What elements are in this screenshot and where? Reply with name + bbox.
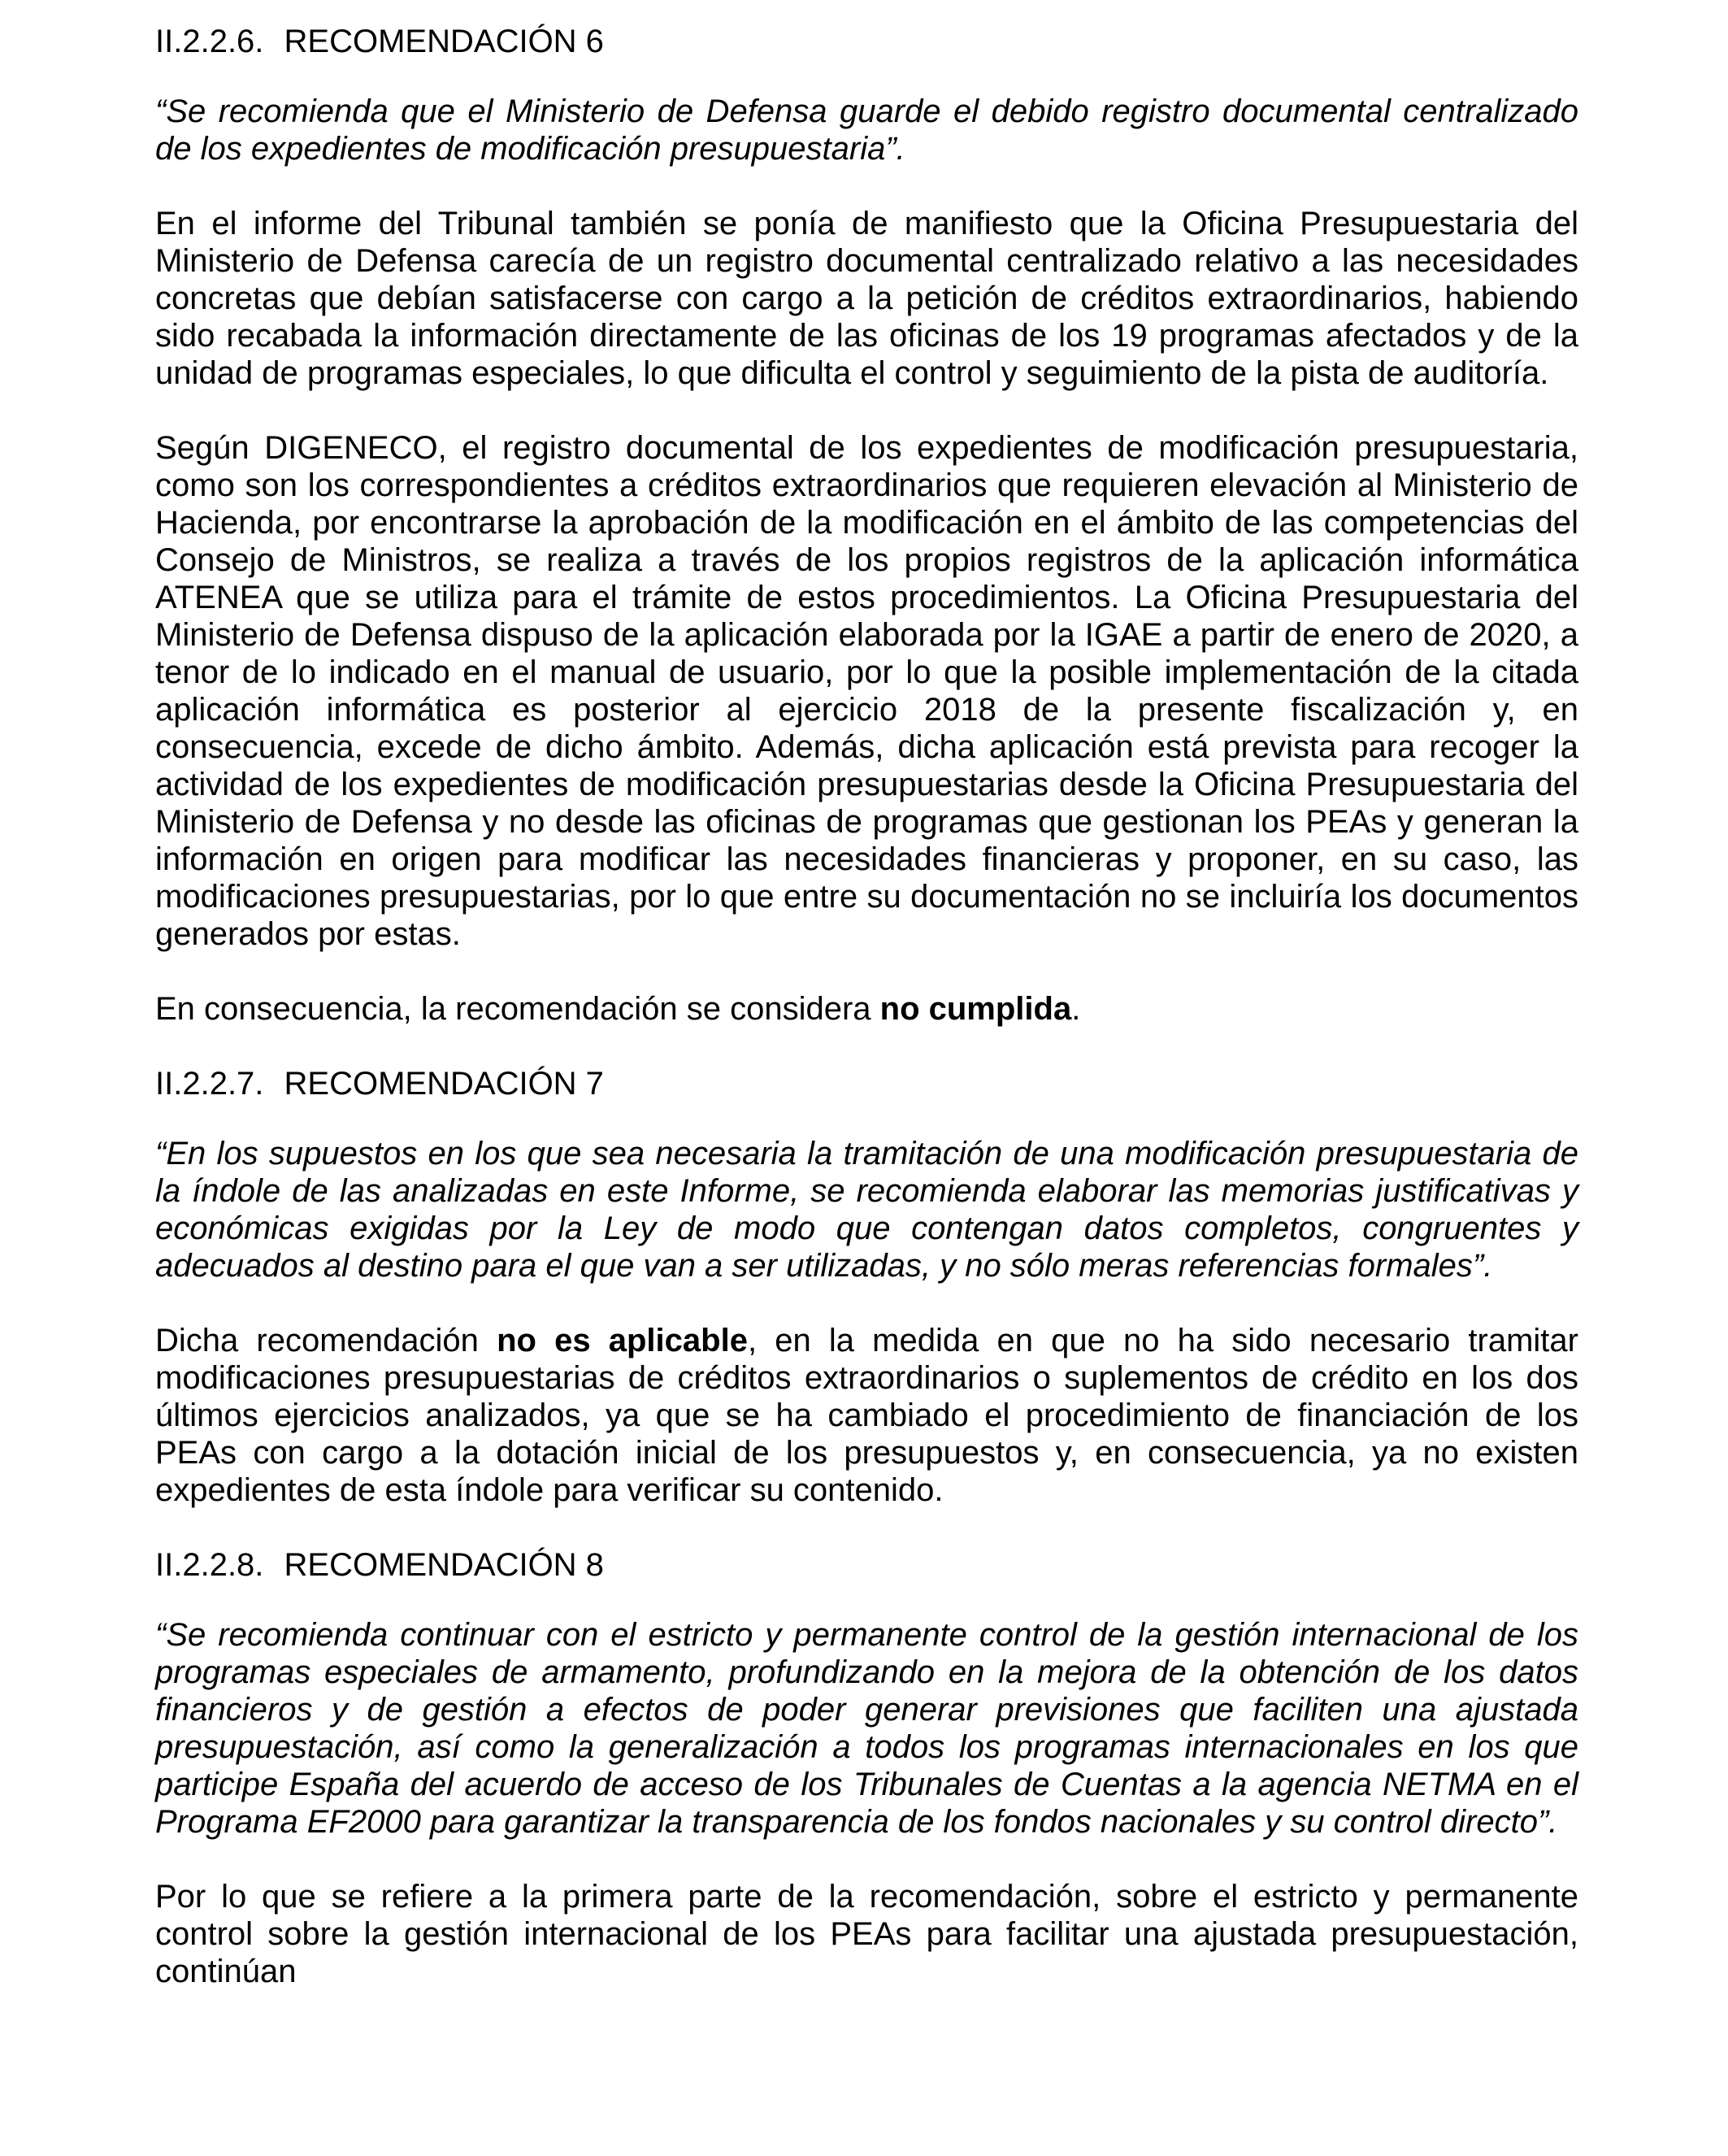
section-number: II.2.2.8. [155, 1547, 264, 1583]
section-heading [155, 1546, 1578, 1584]
document-page [155, 23, 1578, 2028]
conclusion-paragraph [155, 1322, 1578, 1509]
body-paragraph: Según DIGENECO, el registro documental de los expedientes de modificación presupuestaria, como son los correspondientes a créditos extraordinarios que requieren elevación al Ministerio de Hacienda, por encontrarse la aprobación de la modificación en el ámbito de las competencias del Consejo de Ministros, se realiza a través de los propios registros de la aplicación informática ATENEA que se utiliza para el trámite de estos procedimientos. La Oficina Presupuestaria del Ministerio de Defensa dispuso de la aplicación elaborada por la IGAE a partir de enero de 2020, a tenor de lo indicado en el manual de usuario, por lo que la posible implementación de la citada aplicación informática es posterior al ejercicio 2018 de la presente fiscalización y, en consecuencia, excede de dicho ámbito. Además, dicha aplicación está prevista para recoger la actividad de los expedientes de modificación presupuestarias desde la Oficina Presupuestaria del Ministerio de Defensa y no desde las oficinas de programas que gestionan los PEAs y generan la información en origen para modificar las necesidades financieras y proponer, en su caso, las modificaciones presupuestarias, por lo que entre su documentación no se incluiría los documentos generados por estas. [155, 430, 1578, 952]
conclusion-verdict: no es aplicable [497, 1323, 748, 1358]
recommendation-quote: “Se recomienda que el Ministerio de Defensa guarde el debido registro documental centralizado de los expedientes de modificación presupuestaria”. [155, 93, 1578, 167]
recommendation-quote: “En los supuestos en los que sea necesaria la tramitación de una modificación presupuestaria de la índole de las analizadas en este Informe, se recomienda elaborar las memorias justificativas y económicas exigidas por la Ley de modo que contengan datos completos, congruentes y adecuados al destino para el que van a ser utilizadas, y no sólo meras referencias formales”. [155, 1136, 1578, 1284]
conclusion-text: Dicha recomendación [155, 1323, 497, 1358]
section-title: RECOMENDACIÓN 6 [284, 24, 604, 59]
section-number: II.2.2.6. [155, 24, 264, 59]
recommendation-quote: “Se recomienda continuar con el estricto y permanente control de la gestión internacional de los programas especiales de armamento, profundizando en la mejora de la obtención de los datos financieros y de gestión a efectos de poder generar previsiones que faciliten una ajustada presupuestación, así como la generalización a todos los programas internacionales en los que participe España del acuerdo de acceso de los Tribunales de Cuentas a la agencia NETMA en el Programa EF2000 para garantizar la transparencia de los fondos nacionales y su control directo”. [155, 1617, 1578, 1840]
conclusion-text: En consecuencia, la recomendación se considera [155, 991, 880, 1027]
section-title: RECOMENDACIÓN 8 [284, 1547, 604, 1583]
section-heading [155, 1065, 1578, 1102]
section-number: II.2.2.7. [155, 1066, 264, 1102]
section-heading [155, 23, 1578, 60]
body-paragraph: En el informe del Tribunal también se ponía de manifiesto que la Oficina Presupuestaria del Ministerio de Defensa carecía de un registro documental centralizado relativo a las necesidades concretas que debían satisfacerse con cargo a la petición de créditos extraordinarios, habiendo sido recabada la información directamente de las oficinas de los 19 programas afectados y de la unidad de programas especiales, lo que dificulta el control y seguimiento de la pista de auditoría. [155, 206, 1578, 391]
section-title: RECOMENDACIÓN 7 [284, 1066, 604, 1102]
conclusion-paragraph [155, 990, 1578, 1028]
conclusion-text-end: , en la medida en que no ha sido necesario tramitar modificaciones presupuestarias de créditos extraordinarios o suplementos de crédito en los dos últimos ejercicios analizados, ya que se ha cambiado el procedimiento de financiación de los PEAs con cargo a la dotación inicial de los presupuestos y, en consecuencia, ya no existen expedientes de esta índole para verificar su contenido. [155, 1323, 1578, 1508]
conclusion-verdict: no cumplida [879, 991, 1072, 1027]
conclusion-text-end: . [1071, 991, 1081, 1027]
body-paragraph: Por lo que se refiere a la primera parte de la recomendación, sobre el estricto y permanente control sobre la gestión internacional de los PEAs para facilitar una ajustada presupuestación, continúan [155, 1879, 1578, 1989]
